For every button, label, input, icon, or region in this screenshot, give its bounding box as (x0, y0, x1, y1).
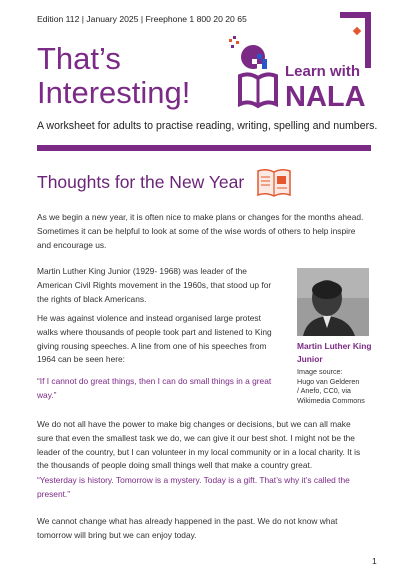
photo-caption (297, 340, 377, 365)
quote-line: way.” (37, 389, 57, 400)
body-paragraph (37, 418, 360, 473)
nala-logo (227, 36, 377, 116)
mlk-line: the rights of black Americans. (37, 293, 147, 304)
intro-line: Sometimes it can be helpful to look at some of the wise words of others to help inspire (37, 225, 356, 236)
protest-line: walks where thousands of people took part and listened to King (37, 326, 272, 337)
mlk-line: American Civil Rights movement in the 1960s, that stood up for (37, 279, 272, 290)
mlk-portrait-photo (297, 268, 369, 336)
quote-line: “If I cannot do great things, then I can do small things in a great (37, 376, 272, 386)
portrait-illustration (297, 268, 369, 336)
issue-info: Edition 112 | January 2025 | Freephone 1 800 20 20 65 (37, 14, 247, 24)
closing-paragraph (37, 515, 337, 543)
open-book-icon (256, 167, 292, 199)
body-line: leader of the country, but I can volunteer in my local community or in a local charity. It is (37, 446, 361, 457)
body-line: the thousands of people doing small things well that make a country great. (37, 460, 313, 471)
newsletter-title (37, 42, 190, 110)
intro-line: As we begin a new year, it is often nice to make plans or changes for the months ahead. (37, 212, 364, 222)
page-number: 1 (372, 556, 377, 566)
mlk-paragraph (37, 265, 271, 306)
logo-text-line-1: Learn with (285, 63, 361, 80)
closing-line: tomorrow will bring but we can enjoy today. (37, 529, 197, 540)
protest-line: 1964 can be seen here: (37, 354, 126, 365)
protest-line: He was against violence and instead organised large protest (37, 313, 261, 323)
intro-line: and encourage us. (37, 239, 107, 250)
source-line: Hugo van Gelderen (297, 376, 360, 386)
quote-one (37, 375, 271, 403)
tagline: A worksheet for adults to practise reading, writing, spelling and numbers. (37, 120, 378, 132)
mlk-line: Martin Luther King Junior (1929- 1968) was leader of the (37, 266, 247, 276)
title-line-1: That’s (37, 41, 121, 76)
quote-line: “Yesterday is history. Tomorrow is a mystery. Today is a gift. That’s why it’s called the (37, 475, 350, 485)
logo-text-line-2: NALA (285, 81, 366, 113)
protest-line: giving rousing speeches. A line from one of his speeches from (37, 340, 267, 351)
intro-paragraph (37, 211, 363, 252)
closing-line: We cannot change what has already happened in the past. We do not know what (37, 516, 338, 526)
body-line: sure that even the smallest task we do, we can give it our best shot. I might not be the (37, 432, 355, 443)
source-line: Wikimedia Commons (297, 395, 365, 405)
source-line: Image source: (297, 367, 343, 376)
section-title: Thoughts for the New Year (37, 172, 245, 192)
quote-two (37, 474, 350, 502)
header-divider (37, 145, 371, 151)
photo-source (297, 367, 377, 405)
quote-line: present.” (37, 488, 71, 499)
body-line: We do not all have the power to make big changes or decisions, but we can all make (37, 419, 351, 429)
caption-line: Junior (297, 353, 323, 364)
protest-paragraph (37, 312, 272, 367)
title-line-2: Interesting! (37, 75, 191, 110)
caption-line: Martin Luther King (297, 341, 372, 351)
source-line: / Anefo, CC0, via (297, 386, 351, 396)
